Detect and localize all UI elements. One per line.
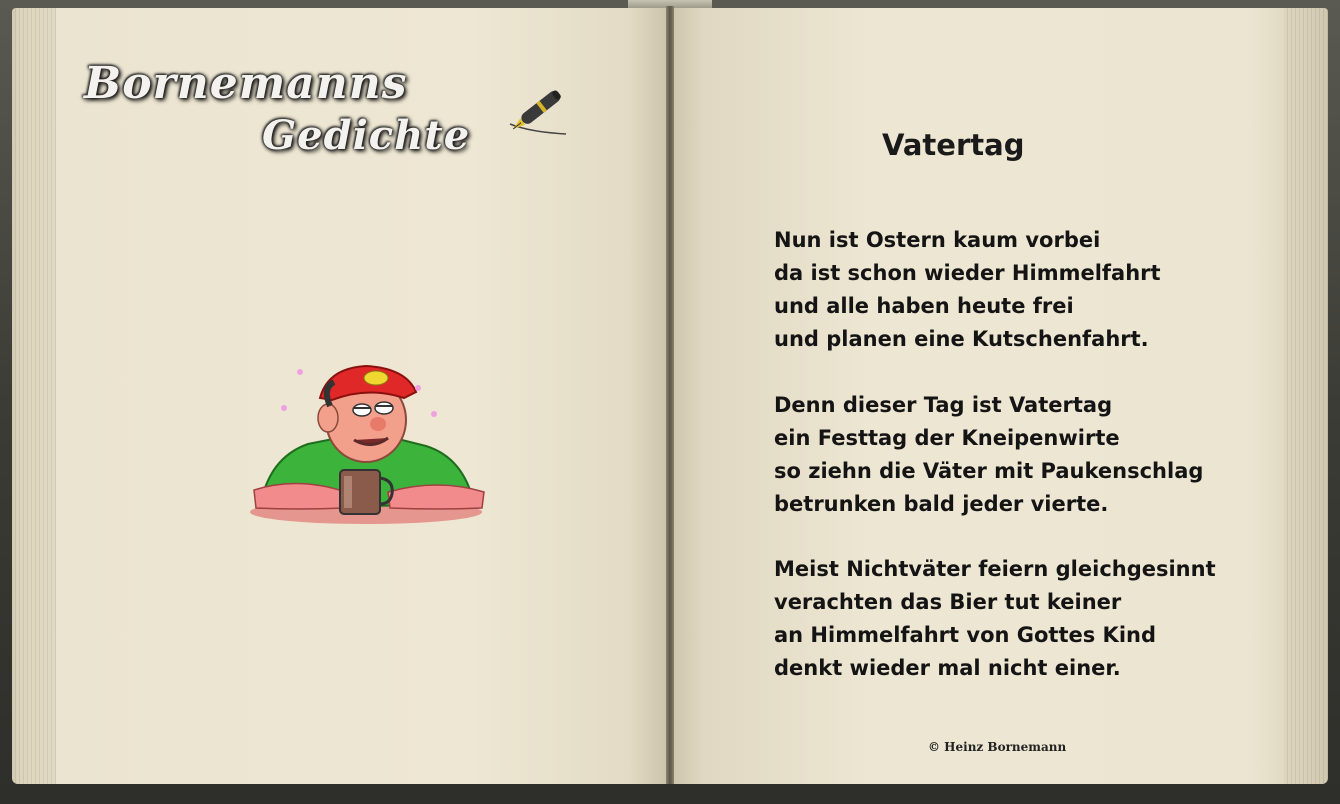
poem-stanza-3	[774, 553, 1216, 685]
poem-line: und alle haben heute frei	[774, 294, 1074, 318]
poem-line: an Himmelfahrt von Gottes Kind	[774, 623, 1156, 647]
drunk-man-with-beer-illustration	[238, 358, 494, 534]
book-spine	[666, 6, 674, 784]
poem-title: Vatertag	[882, 128, 1025, 162]
poem-line: so ziehn die Väter mit Paukenschlag	[774, 459, 1204, 483]
logo-line-2: Gedichte	[262, 112, 471, 159]
poem-line: verachten das Bier tut keiner	[774, 590, 1122, 614]
poem-line: ein Festtag der Kneipenwirte	[774, 426, 1120, 450]
poem-line: und planen eine Kutschenfahrt.	[774, 327, 1149, 351]
copyright-notice: © Heinz Bornemann	[928, 740, 1067, 754]
poem-line: Nun ist Ostern kaum vorbei	[774, 228, 1101, 252]
poem-line: Denn dieser Tag ist Vatertag	[774, 393, 1113, 417]
fountain-pen-icon	[500, 74, 580, 140]
logo-line-1: Bornemanns	[84, 58, 408, 109]
poem-line: Meist Nichtväter feiern gleichgesinnt	[774, 557, 1216, 581]
page-edges-right	[1284, 8, 1328, 784]
poem-line: denkt wieder mal nicht einer.	[774, 656, 1121, 680]
poem-line: da ist schon wieder Himmelfahrt	[774, 261, 1161, 285]
poem-line: betrunken bald jeder vierte.	[774, 492, 1109, 516]
poem-stanza-1	[774, 224, 1161, 356]
poem-stanza-2	[774, 389, 1203, 521]
page-edges-left	[12, 8, 56, 784]
